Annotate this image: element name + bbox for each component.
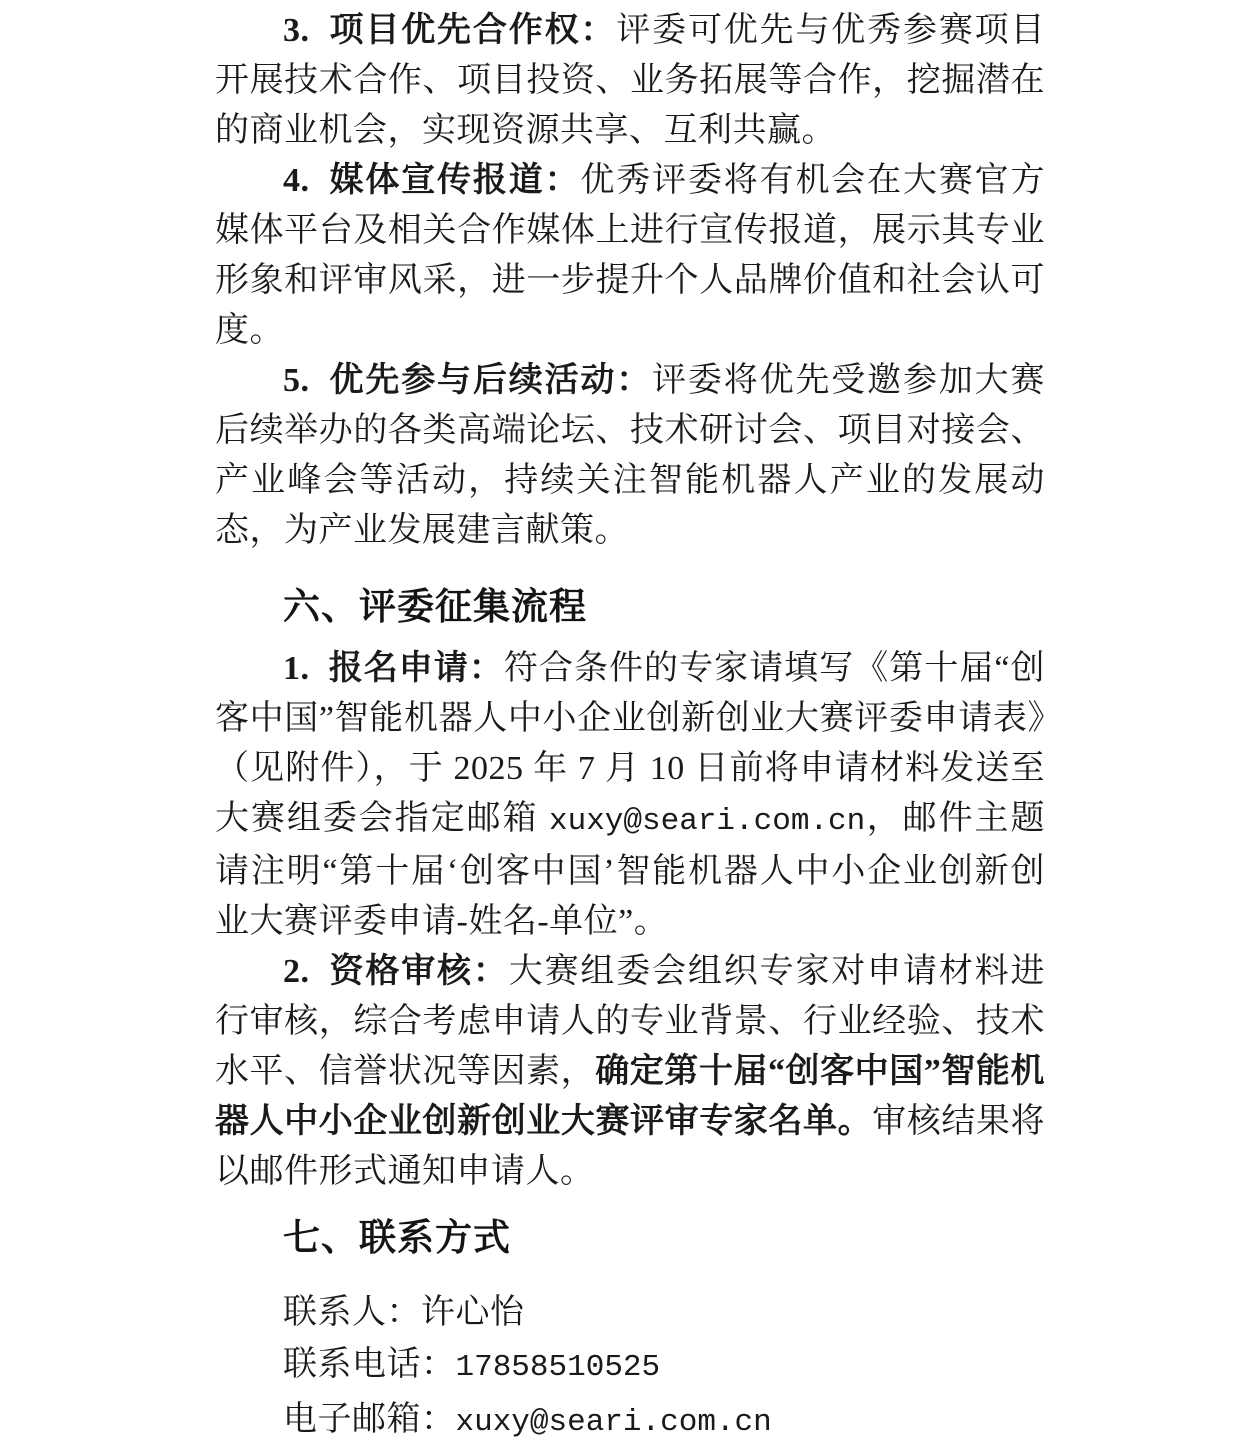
contact-row-phone — [283, 1339, 1045, 1394]
contact-row-email — [283, 1394, 1045, 1449]
benefit-item-3 — [215, 6, 1045, 156]
contact-label: 联系电话： — [283, 1346, 456, 1383]
item-number: 3. — [283, 12, 310, 49]
contact-value: 17858510525 — [455, 1350, 661, 1385]
item-title: 媒体宣传报道： — [328, 162, 581, 199]
contact-list — [215, 1287, 1045, 1449]
process-step-2 — [215, 947, 1045, 1197]
item-body: 大赛组委会组织专家对申请材料进行审核，综合考虑申请人的专业背景、行业经验、技术水平、信誉状况等因素， — [215, 953, 1046, 1090]
item-number: 1. — [283, 650, 310, 687]
section-heading-process: 六、评委征集流程 — [283, 586, 587, 627]
section-contact — [215, 1213, 1045, 1449]
contact-value: xuxy@seari.com.cn — [455, 1405, 772, 1440]
item-body: ，邮件主题请注明“第十届‘创客中国’智能机器人中小企业创新创业大赛评委申请-姓名-单位”。 — [215, 800, 1046, 940]
contact-row-person — [283, 1287, 1045, 1339]
process-step-1 — [215, 644, 1045, 947]
contact-label: 电子邮箱： — [283, 1401, 456, 1438]
benefits-list — [215, 6, 1045, 556]
email-text: xuxy@seari.com.cn — [549, 804, 866, 839]
item-number: 2. — [283, 953, 310, 990]
item-body: 符合条件的专家请填写《第十届“创客中国”智能机器人中小企业创新创业大赛评委申请表》（见附件），于 2025 年 7 月 10 日前将申请材料发送至大赛组委会指定邮箱 — [215, 650, 1046, 837]
section-process — [215, 582, 1045, 1197]
item-number: 4. — [283, 162, 310, 199]
section-heading-contact: 七、联系方式 — [283, 1217, 511, 1258]
item-body: 优秀评委将有机会在大赛官方媒体平台及相关合作媒体上进行宣传报道，展示其专业形象和评审风采，进一步提升个人品牌价值和社会认可度。 — [215, 162, 1046, 349]
item-body: 审核结果将以邮件形式通知申请人。 — [215, 1103, 1046, 1190]
item-body-emphasis: 确定第十届“创客中国”智能机器人中小企业创新创业大赛评审专家名单。 — [215, 1053, 1045, 1140]
item-body: 评委可优先与优秀参赛项目开展技术合作、项目投资、业务拓展等合作，挖掘潜在的商业机会，实现资源共享、互利共赢。 — [215, 12, 1046, 149]
item-title: 报名申请： — [328, 650, 504, 687]
benefit-item-5 — [215, 356, 1045, 556]
item-body: 评委将优先受邀参加大赛后续举办的各类高端论坛、技术研讨会、项目对接会、产业峰会等活动，持续关注智能机器人产业的发展动态，为产业发展建言献策。 — [215, 362, 1045, 549]
item-title: 优先参与后续活动： — [328, 362, 653, 399]
item-title: 资格审核： — [328, 953, 509, 990]
contact-label: 联系人： — [283, 1294, 421, 1331]
contact-value: 许心怡 — [421, 1294, 525, 1331]
item-title: 项目优先合作权： — [328, 12, 617, 49]
benefit-item-4 — [215, 156, 1045, 356]
item-number: 5. — [283, 362, 310, 399]
